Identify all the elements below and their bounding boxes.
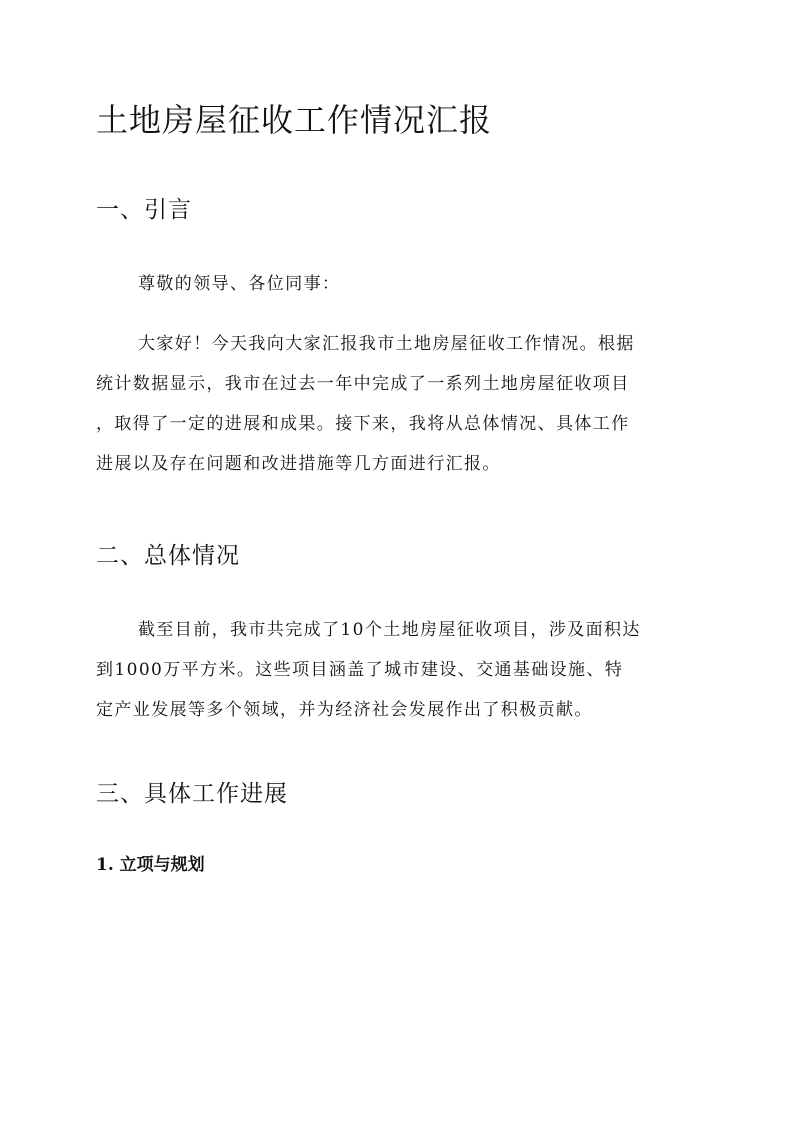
paragraph-line: 截至目前，我市共完成了10个土地房屋征收项目，涉及面积达 (138, 620, 641, 640)
paragraph-line: 大家好！今天我向大家汇报我市土地房屋征收工作情况。根据 (138, 334, 635, 354)
paragraph-salutation (96, 264, 708, 304)
document-title: 土地房屋征收工作情况汇报 (96, 101, 493, 139)
paragraph-opening (96, 324, 708, 484)
section-heading-introduction: 一、引言 (96, 197, 192, 223)
paragraph-line: 定产业发展等多个领域，并为经济社会发展作出了积极贡献。 (96, 700, 593, 720)
paragraph-line: 进展以及存在问题和改进措施等几方面进行汇报。 (96, 454, 501, 474)
subsection-heading-planning: 1. 立项与规划 (96, 855, 205, 875)
paragraph-line: 统计数据显示，我市在过去一年中完成了一系列土地房屋征收项目 (96, 374, 630, 394)
section-heading-progress: 三、具体工作进展 (96, 781, 288, 807)
paragraph-line: 尊敬的领导、各位同事： (138, 274, 341, 294)
paragraph-overview (96, 610, 708, 730)
section-heading-overview: 二、总体情况 (96, 543, 240, 569)
paragraph-line: 到1000万平方米。这些项目涵盖了城市建设、交通基础设施、特 (96, 660, 624, 680)
paragraph-line: ，取得了一定的进展和成果。接下来，我将从总体情况、具体工作 (96, 414, 630, 434)
